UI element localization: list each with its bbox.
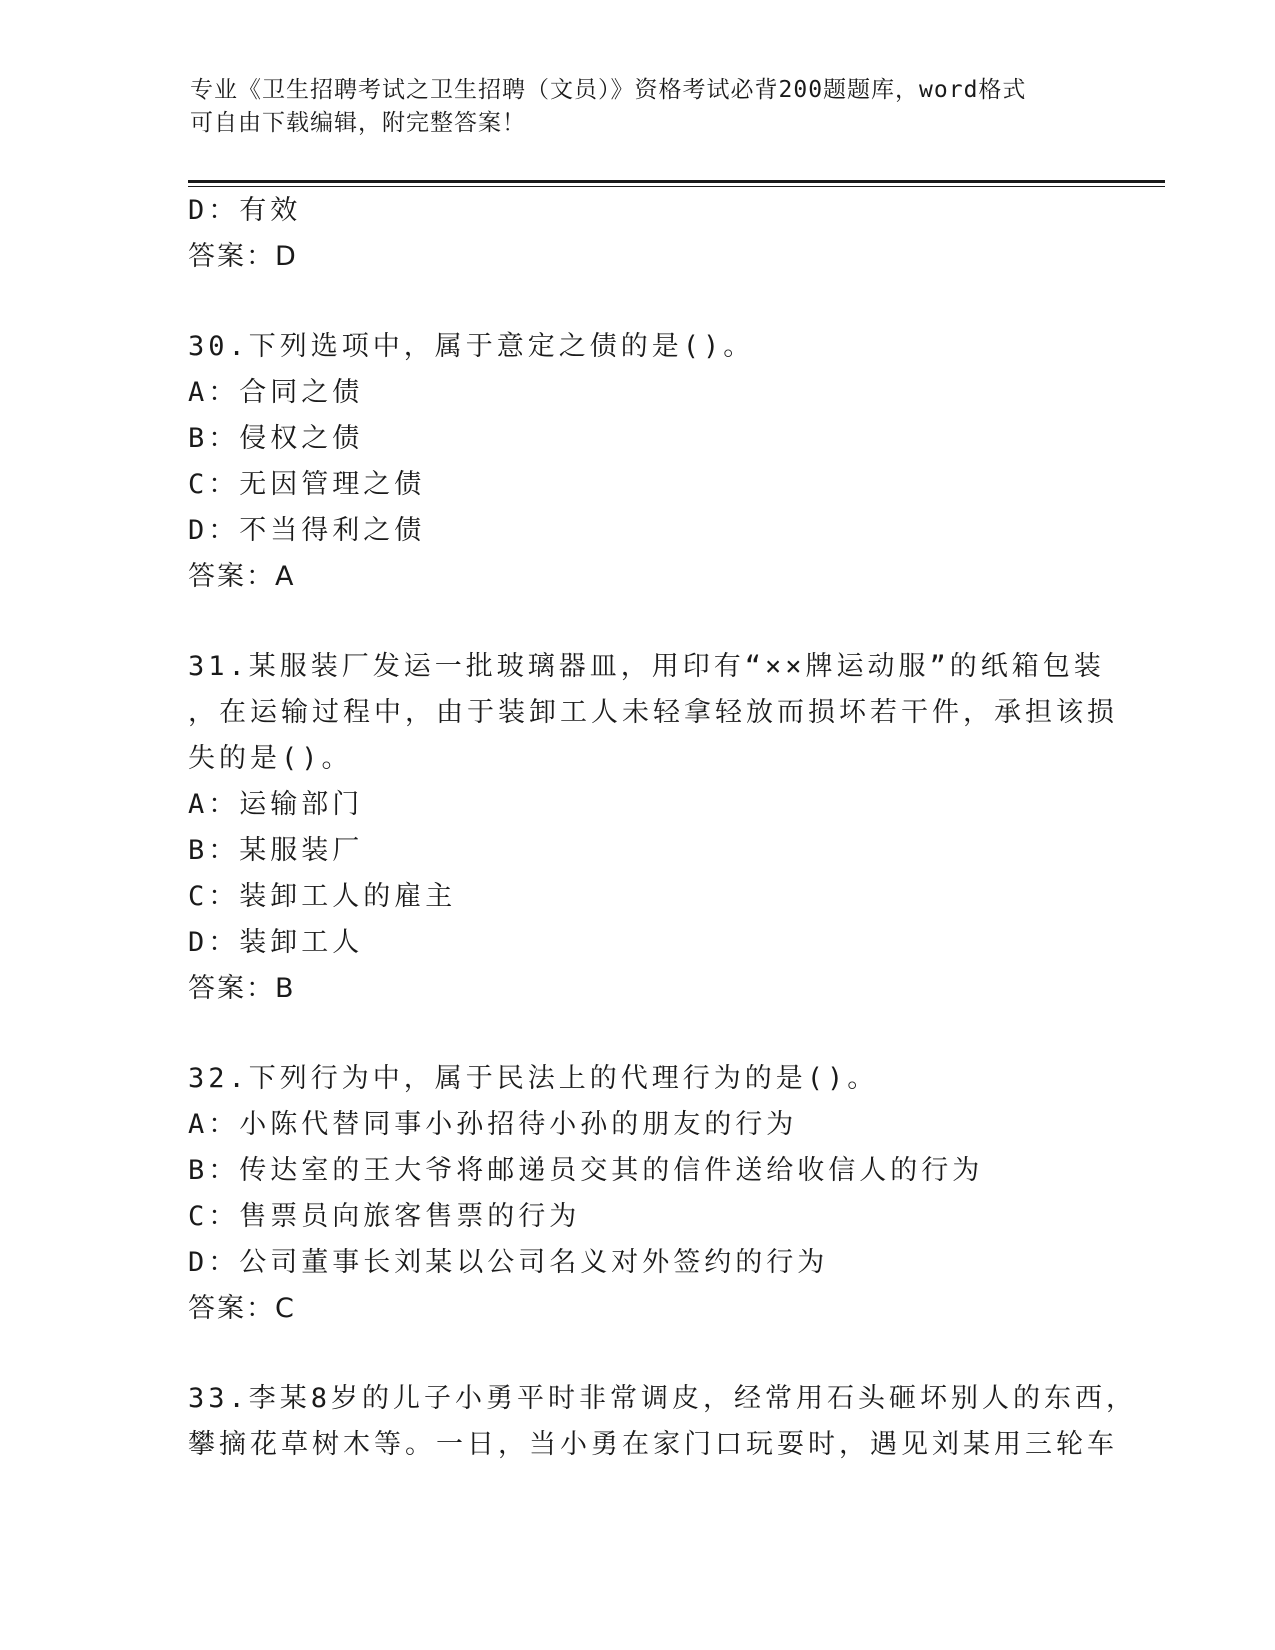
question-stem-line-1: 33.李某8岁的儿子小勇平时非常调皮，经常用石头砸坏别人的东西， [188, 1383, 1138, 1414]
question-stem-line-2: 攀摘花草树木等。一日，当小勇在家门口玩耍时，遇见刘某用三轮车 [188, 1429, 1118, 1460]
question-32 [188, 1056, 1088, 1332]
option-b: B：侵权之债 [188, 423, 364, 454]
option-c: C：装卸工人的雇主 [188, 881, 457, 912]
question-stem-line-1: 31.某服装厂发运一批玻璃器皿，用印有“××牌运动服”的纸箱包装 [188, 651, 1105, 682]
spacer [188, 1332, 1088, 1376]
question-stem-line-2: ，在运输过程中，由于装卸工人未轻拿轻放而损坏若干件，承担该损 [188, 697, 1118, 728]
option-c: C：售票员向旅客售票的行为 [188, 1201, 581, 1232]
spacer [188, 600, 1088, 644]
answer-line: 答案：C [188, 1293, 296, 1324]
option-a: A：合同之债 [188, 377, 364, 408]
header-divider-thick [188, 180, 1165, 183]
question-list [188, 188, 1138, 1468]
question-stem: 32.下列行为中，属于民法上的代理行为的是()。 [188, 1063, 879, 1094]
option-a: A：小陈代替同事小孙招待小孙的朋友的行为 [188, 1109, 798, 1140]
spacer [188, 280, 1088, 324]
answer-line: 答案：D [188, 241, 298, 272]
option-b: B：传达室的王大爷将邮递员交其的信件送给收信人的行为 [188, 1155, 984, 1186]
question-stem: 30.下列选项中，属于意定之债的是()。 [188, 331, 755, 362]
question-30 [188, 324, 1088, 600]
document-header [190, 74, 1090, 140]
question-33 [188, 1376, 1138, 1468]
spacer [188, 1012, 1088, 1056]
question-stem-line-3: 失的是()。 [188, 743, 353, 774]
option-d: D：有效 [188, 195, 302, 226]
header-title-line-2: 可自由下载编辑，附完整答案！ [190, 110, 526, 136]
option-a: A：运输部门 [188, 789, 364, 820]
option-d: D：装卸工人 [188, 927, 364, 958]
previous-question-tail [188, 188, 1088, 280]
question-31 [188, 644, 1118, 1012]
answer-line: 答案：B [188, 973, 296, 1004]
option-b: B：某服装厂 [188, 835, 364, 866]
header-divider-thin [188, 186, 1165, 187]
header-title-line-1: 专业《卫生招聘考试之卫生招聘（文员）》资格考试必背200题题库，word格式 [190, 77, 1027, 103]
answer-line: 答案：A [188, 561, 296, 592]
option-c: C：无因管理之债 [188, 469, 426, 500]
option-d: D：不当得利之债 [188, 515, 426, 546]
option-d: D：公司董事长刘某以公司名义对外签约的行为 [188, 1247, 829, 1278]
